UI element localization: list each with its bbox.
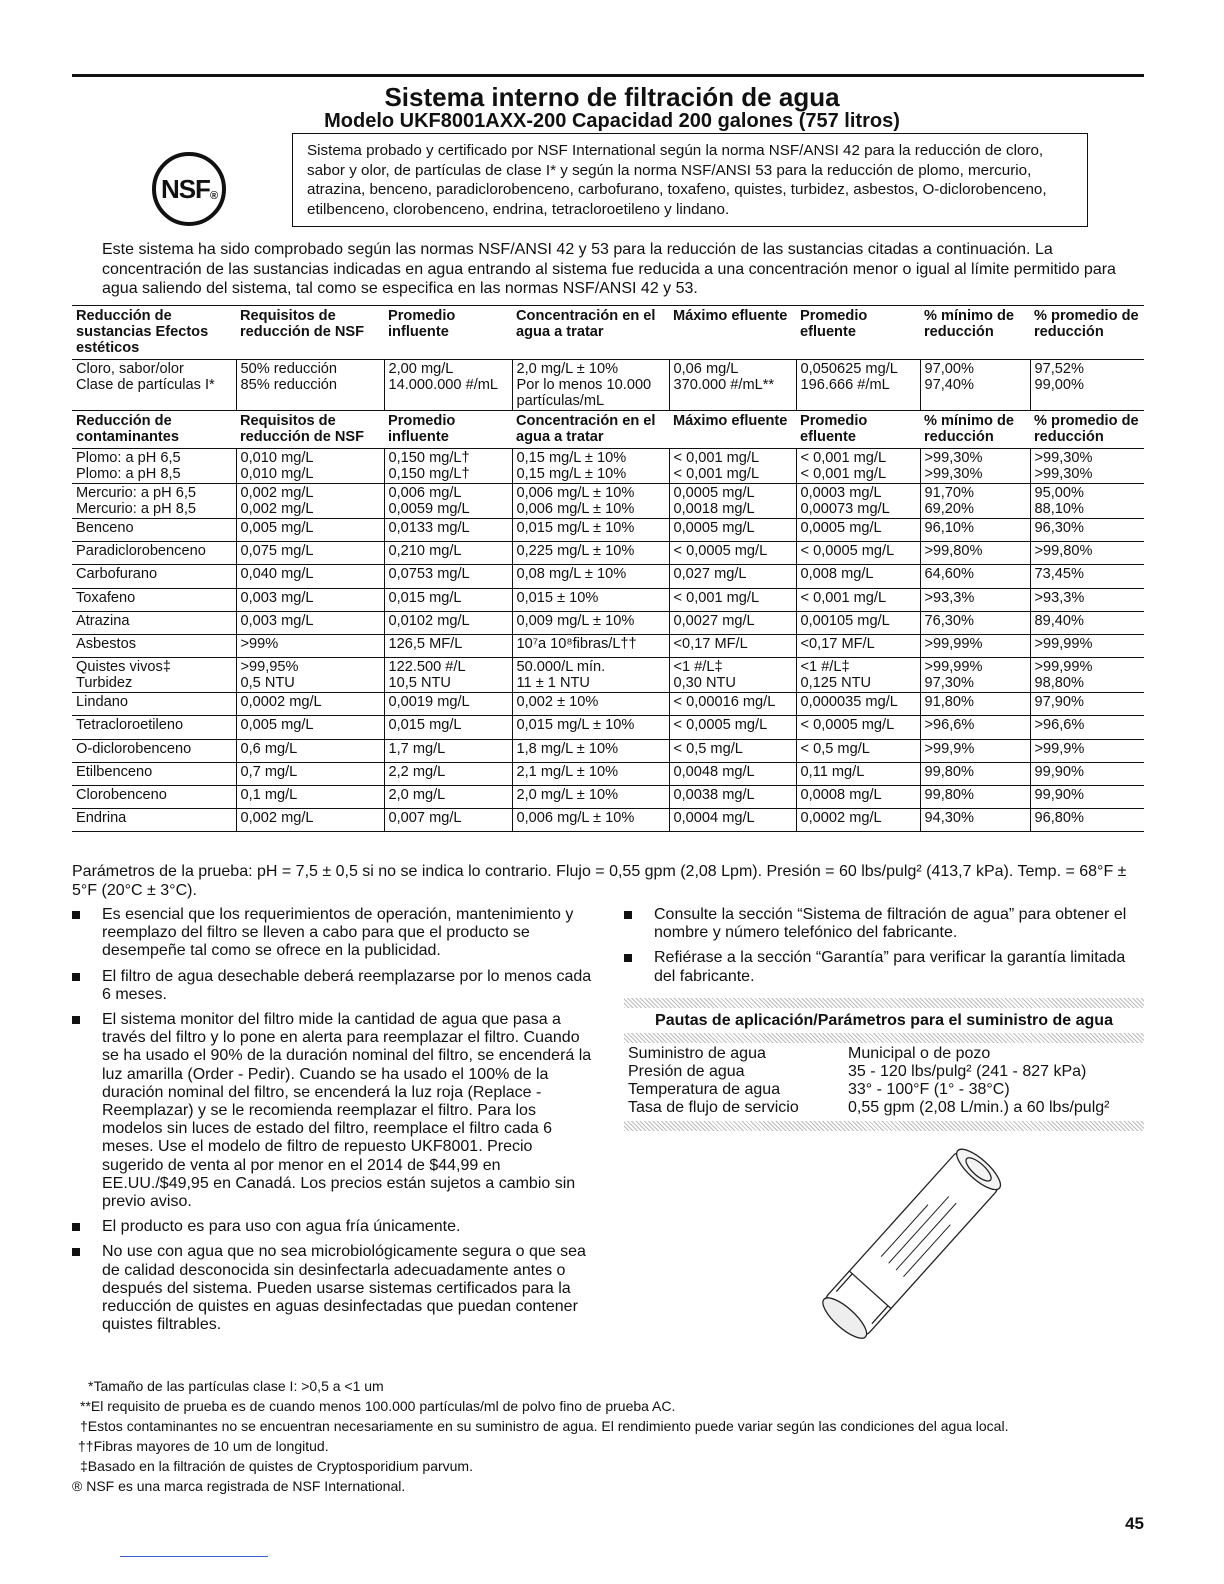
guidelines-box <box>624 998 1144 1131</box>
bullet-text: No use con agua que no sea microbiológicamente segura o que sea de calidad desconocida sin desinfectarla adecuadamente antes o después del sistema. Pueden usarse sistemas certificados para la reducción de quistes en aguas desinfectadas que puedan contener quistes filtrables. <box>102 1243 586 1334</box>
column-header: Concentración en el agua a tratar <box>516 413 656 445</box>
table-cell: >99,99% <box>1030 634 1144 657</box>
table-cell: 2,2 mg/L <box>384 762 512 785</box>
guideline-value: 0,55 gpm (2,08 L/min.) a 60 lbs/pulg² <box>848 1099 1110 1116</box>
table-cell: 0,000035 mg/L <box>796 693 920 716</box>
table-row <box>72 484 1144 519</box>
table-cell: 0,08 mg/L ± 10% <box>512 565 669 588</box>
column-header: Promedio efluente <box>800 308 868 340</box>
guideline-value: Municipal o de pozo <box>848 1045 991 1062</box>
guideline-row <box>624 1063 1144 1081</box>
guideline-value: 33° - 100°F (1° - 38°C) <box>848 1081 1010 1098</box>
table-cell: < 0,0005 mg/L <box>796 542 920 565</box>
column-header: % mínimo de reducción <box>924 308 1015 340</box>
bullet-square-icon <box>72 1223 80 1231</box>
table-cell: Benceno <box>72 519 236 542</box>
footnote: **El requisito de prueba es de cuando menos 100.000 partículas/ml de polvo fino de prueba AC. <box>80 1398 676 1414</box>
table-row <box>72 634 1144 657</box>
table-cell: < 0,001 mg/L <box>669 588 796 611</box>
bullet-text: El filtro de agua desechable deberá reemplazarse por lo menos cada 6 meses. <box>102 967 592 1003</box>
table-cell: 0,7 mg/L <box>236 762 384 785</box>
bullet-square-icon <box>72 973 80 981</box>
table-row <box>72 588 1144 611</box>
table-cell: >99,95% 0,5 NTU <box>236 658 384 693</box>
column-header: Máximo efluente <box>673 413 788 429</box>
table-row <box>72 716 1144 739</box>
guidelines-table <box>624 1045 1144 1117</box>
table-cell: 2,1 mg/L ± 10% <box>512 762 669 785</box>
table-cell: 97,00% 97,40% <box>920 360 1030 411</box>
guideline-label: Suministro de agua <box>628 1045 766 1062</box>
table-cell: 0,0102 mg/L <box>384 611 512 634</box>
table-cell: < 0,0005 mg/L <box>669 716 796 739</box>
table-row <box>72 693 1144 716</box>
table-cell: 0,002 mg/L <box>236 809 384 832</box>
bottom-blue-rule <box>120 1556 268 1557</box>
table-cell: 97,52% 99,00% <box>1030 360 1144 411</box>
table-cell: Atrazina <box>72 611 236 634</box>
table-cell: 76,30% <box>920 611 1030 634</box>
table-cell: 0,210 mg/L <box>384 542 512 565</box>
table-cell: 0,040 mg/L <box>236 565 384 588</box>
performance-table <box>72 305 1144 832</box>
table-row <box>72 565 1144 588</box>
footnote: ® NSF es una marca registrada de NSF International. <box>72 1478 406 1494</box>
footnote: *Tamaño de las partículas clase I: >0,5 a <1 um <box>88 1378 384 1394</box>
column-header: Concentración en el agua a tratar <box>516 308 656 340</box>
table-row <box>72 449 1144 484</box>
column-header: Promedio efluente <box>800 413 868 445</box>
bullet-item <box>72 1011 592 1211</box>
bullet-square-icon <box>72 911 80 919</box>
table-row <box>72 785 1144 808</box>
table-cell: Endrina <box>72 809 236 832</box>
table-cell: Carbofurano <box>72 565 236 588</box>
bullet-square-icon <box>72 1016 80 1024</box>
table-cell: 0,0003 mg/L 0,00073 mg/L <box>796 484 920 519</box>
table-cell: >99,80% <box>1030 542 1144 565</box>
table-cell: Asbestos <box>72 634 236 657</box>
table-cell: <1 #/L‡ 0,30 NTU <box>669 658 796 693</box>
table-cell: >99,9% <box>1030 739 1144 762</box>
table-cell: 122.500 #/L 10,5 NTU <box>384 658 512 693</box>
bullet-text: El producto es para uso con agua fría únicamente. <box>102 1218 461 1236</box>
table-cell: 99,90% <box>1030 762 1144 785</box>
table-cell: 96,10% <box>920 519 1030 542</box>
table-cell: >99% <box>236 634 384 657</box>
table-cell: Tetracloroetileno <box>72 716 236 739</box>
table-cell: Etilbenceno <box>72 762 236 785</box>
bullet-item <box>72 1243 592 1334</box>
table-cell: 0,11 mg/L <box>796 762 920 785</box>
table-cell: >99,9% <box>920 739 1030 762</box>
table-cell: 0,006 mg/L 0,0059 mg/L <box>384 484 512 519</box>
table-cell: < 0,5 mg/L <box>796 739 920 762</box>
guideline-row <box>624 1045 1144 1063</box>
table-cell: 0,027 mg/L <box>669 565 796 588</box>
column-header: Reducción de contaminantes <box>76 413 179 445</box>
bullet-item <box>72 968 592 1004</box>
column-header: Requisitos de reducción de NSF <box>240 308 365 340</box>
table-cell: 0,0027 mg/L <box>669 611 796 634</box>
table-row <box>72 360 1144 411</box>
table-cell: <0,17 MF/L <box>669 634 796 657</box>
bullet-text: Refiérase a la sección “Garantía” para verificar la garantía limitada del fabricante. <box>654 949 1126 985</box>
table-cell: 0,150 mg/L† 0,150 mg/L† <box>384 449 512 484</box>
table-cell: >96,6% <box>920 716 1030 739</box>
table-cell: 0,0019 mg/L <box>384 693 512 716</box>
table-row <box>72 658 1144 693</box>
table-cell: 10⁷a 10⁸fibras/L†† <box>512 634 669 657</box>
table-cell: < 0,001 mg/L < 0,001 mg/L <box>669 449 796 484</box>
table-cell: 0,225 mg/L ± 10% <box>512 542 669 565</box>
table-cell: 0,0004 mg/L <box>669 809 796 832</box>
table-cell: 99,80% <box>920 762 1030 785</box>
table-cell: O-diclorobenceno <box>72 739 236 762</box>
table-cell: 0,007 mg/L <box>384 809 512 832</box>
hatch-divider <box>624 1121 1144 1131</box>
hatch-divider <box>624 998 1144 1008</box>
table-cell: 94,30% <box>920 809 1030 832</box>
table-cell: < 0,00016 mg/L <box>669 693 796 716</box>
table-cell: 73,45% <box>1030 565 1144 588</box>
table-row <box>72 519 1144 542</box>
registered-mark: ® <box>209 190 218 202</box>
table-cell: 0,0005 mg/L <box>669 519 796 542</box>
table-cell: 2,0 mg/L ± 10% Por lo menos 10.000 partículas/mL <box>512 360 669 411</box>
table-cell: < 0,5 mg/L <box>669 739 796 762</box>
table-cell: Paradiclorobenceno <box>72 542 236 565</box>
table-cell: < 0,001 mg/L <box>796 588 920 611</box>
table-cell: >99,80% <box>920 542 1030 565</box>
table-cell: 50.000/L mín. 11 ± 1 NTU <box>512 658 669 693</box>
guideline-row <box>624 1099 1144 1117</box>
table-cell: Cloro, sabor/olor Clase de partículas I* <box>72 360 236 411</box>
table-cell: <0,17 MF/L <box>796 634 920 657</box>
table-cell: 0,009 mg/L ± 10% <box>512 611 669 634</box>
table-cell: 89,40% <box>1030 611 1144 634</box>
table-cell: >99,30% >99,30% <box>1030 449 1144 484</box>
table-cell: < 0,0005 mg/L <box>796 716 920 739</box>
table-cell: <1 #/L‡ 0,125 NTU <box>796 658 920 693</box>
table-cell: 2,00 mg/L 14.000.000 #/mL <box>384 360 512 411</box>
table-cell: 0,005 mg/L <box>236 716 384 739</box>
table-cell: 0,0008 mg/L <box>796 785 920 808</box>
bullet-text: Es esencial que los requerimientos de operación, mantenimiento y reemplazo del filtro se lleven a cabo para que el producto se desempeñe tal como se ofrece en la publicidad. <box>102 906 574 960</box>
nsf-logo-text: NSF <box>160 173 210 204</box>
table-cell: 0,0005 mg/L 0,0018 mg/L <box>669 484 796 519</box>
table-cell: 91,80% <box>920 693 1030 716</box>
table-cell: Lindano <box>72 693 236 716</box>
nsf-logo <box>152 152 226 226</box>
bullet-item <box>624 906 1144 942</box>
table-cell: 0,0002 mg/L <box>236 693 384 716</box>
table-cell: 0,015 mg/L ± 10% <box>512 519 669 542</box>
hatch-divider <box>624 1033 1144 1043</box>
table-row <box>72 762 1144 785</box>
column-header: % promedio de reducción <box>1034 413 1139 445</box>
bullet-text: El sistema monitor del filtro mide la cantidad de agua que pasa a través del filtro y lo pone en alerta para reemplazar el filtro. Cuando se ha usado el 90% de la duración nominal del filtro, se encenderá la luz amarilla (Order - Pedir). Cuando se ha usado el 100% de la duración nominal del filtro, se encenderá la luz roja (Replace - Reemplazar) y se le recomienda reemplazar el filtro. Para los modelos sin luces de estado del filtro, reemplace el filtro cada 6 meses. Use el modelo de filtro de repuesto UKF8001. Precio sugerido de venta al por menor en el 2014 de $44,99 en EE.UU./$49,95 en Canadá. Los precios están sujetos a cambio sin previo aviso. <box>102 1011 592 1211</box>
table-cell: 0,6 mg/L <box>236 739 384 762</box>
table-cell: 99,80% <box>920 785 1030 808</box>
table-cell: 97,90% <box>1030 693 1144 716</box>
column-header: % mínimo de reducción <box>924 413 1015 445</box>
table-cell: 0,015 mg/L <box>384 588 512 611</box>
table-cell: 0,0048 mg/L <box>669 762 796 785</box>
table-cell: 91,70% 69,20% <box>920 484 1030 519</box>
table-cell: >99,99% 97,30% <box>920 658 1030 693</box>
bullet-item <box>72 906 592 961</box>
guidelines-title: Pautas de aplicación/Parámetros para el suministro de agua <box>655 1012 1113 1029</box>
table-cell: Clorobenceno <box>72 785 236 808</box>
table-cell: 0,015 mg/L ± 10% <box>512 716 669 739</box>
table-cell: 0,002 mg/L 0,002 mg/L <box>236 484 384 519</box>
guideline-row <box>624 1081 1144 1099</box>
table-cell: 0,008 mg/L <box>796 565 920 588</box>
table-cell: 2,0 mg/L ± 10% <box>512 785 669 808</box>
table-cell: 0,050625 mg/L 196.666 #/mL <box>796 360 920 411</box>
table-cell: >99,99% 98,80% <box>1030 658 1144 693</box>
bullet-square-icon <box>624 954 632 962</box>
table-cell: 1,8 mg/L ± 10% <box>512 739 669 762</box>
table-row <box>72 739 1144 762</box>
table-cell: 0,06 mg/L 370.000 #/mL** <box>669 360 796 411</box>
table-cell: 0,0002 mg/L <box>796 809 920 832</box>
table-cell: < 0,0005 mg/L <box>669 542 796 565</box>
guideline-value: 35 - 120 lbs/pulg² (241 - 827 kPa) <box>848 1063 1087 1080</box>
page-subtitle: Modelo UKF8001AXX-200 Capacidad 200 galones (757 litros) <box>324 110 900 132</box>
bullet-text: Consulte la sección “Sistema de filtración de agua” para obtener el nombre y número telefónico del fabricante. <box>654 906 1127 942</box>
bullet-item <box>624 949 1144 985</box>
column-header: Máximo efluente <box>673 308 788 324</box>
table-cell: 0,0038 mg/L <box>669 785 796 808</box>
table-cell: 96,30% <box>1030 519 1144 542</box>
table-cell: Plomo: a pH 6,5 Plomo: a pH 8,5 <box>72 449 236 484</box>
column-header: Promedio influente <box>388 308 456 340</box>
certification-box: Sistema probado y certificado por NSF International según la norma NSF/ANSI 42 para la reducción de cloro, sabor y olor, de partículas de clase I* y según la norma NSF/ANSI 53 para la reducción de plomo, mercurio, atrazina, benceno, paradiclorobenceno, carbofurano, toxafeno, quistes, turbidez, asbestos, O-diclorobenceno, etilbenceno, clorobenceno, endrina, tetracloroetileno y lindano. <box>292 133 1088 227</box>
footnote: ‡Basado en la filtración de quistes de Cryptosporidium parvum. <box>80 1458 473 1474</box>
intro-paragraph: Este sistema ha sido comprobado según las normas NSF/ANSI 42 y 53 para la reducción de las sustancias citadas a continuación. La concentración de las sustancias indicadas en agua entrando al sistema fue reducida a una concentración menor o igual al límite permitido para agua saliendo del sistema, tal como se especifica en las normas NSF/ANSI 42 y 53. <box>102 241 1116 297</box>
column-header: % promedio de reducción <box>1034 308 1139 340</box>
footnotes <box>72 1376 1152 1496</box>
table-cell: 1,7 mg/L <box>384 739 512 762</box>
table-row <box>72 809 1144 832</box>
footnote: ††Fibras mayores de 10 um de longitud. <box>78 1438 329 1454</box>
table-cell: >99,30% >99,30% <box>920 449 1030 484</box>
table-cell: 99,90% <box>1030 785 1144 808</box>
table-cell: 95,00% 88,10% <box>1030 484 1144 519</box>
table-cell: < 0,001 mg/L < 0,001 mg/L <box>796 449 920 484</box>
table-row <box>72 542 1144 565</box>
right-bullet-list <box>624 906 1144 993</box>
table-cell: 2,0 mg/L <box>384 785 512 808</box>
test-parameters: Parámetros de la prueba: pH = 7,5 ± 0,5 si no se indica lo contrario. Flujo = 0,55 gpm (2,08 Lpm). Presión = 60 lbs/pulg² (413,7 kPa). Temp. = 68°F ± 5°F (20°C ± 3°C). <box>72 863 1127 899</box>
table-cell: 0,1 mg/L <box>236 785 384 808</box>
guideline-label: Temperatura de agua <box>628 1081 781 1098</box>
guideline-label: Tasa de flujo de servicio <box>628 1099 799 1116</box>
guideline-label: Presión de agua <box>628 1063 745 1080</box>
table-cell: >99,99% <box>920 634 1030 657</box>
table-cell: 0,006 mg/L ± 10% 0,006 mg/L ± 10% <box>512 484 669 519</box>
table-cell: 64,60% <box>920 565 1030 588</box>
table-cell: 50% reducción 85% reducción <box>236 360 384 411</box>
table-cell: 0,015 ± 10% <box>512 588 669 611</box>
table-cell: 0,00105 mg/L <box>796 611 920 634</box>
page-number: 45 <box>1125 1514 1144 1533</box>
table-cell: Toxafeno <box>72 588 236 611</box>
table-cell: 0,0005 mg/L <box>796 519 920 542</box>
table-cell: 0,003 mg/L <box>236 588 384 611</box>
table-cell: 0,0133 mg/L <box>384 519 512 542</box>
column-header: Promedio influente <box>388 413 456 445</box>
table-cell: >96,6% <box>1030 716 1144 739</box>
table-cell: Quistes vivos‡ Turbidez <box>72 658 236 693</box>
bullet-item <box>72 1218 592 1236</box>
table-cell: 0,015 mg/L <box>384 716 512 739</box>
table-cell: 0,006 mg/L ± 10% <box>512 809 669 832</box>
page-title: Sistema interno de filtración de agua <box>384 82 840 112</box>
footnote: †Estos contaminantes no se encuentran necesariamente en su suministro de agua. El rendimiento puede variar según las condiciones del agua local. <box>80 1418 1009 1434</box>
left-bullet-list <box>72 906 592 1341</box>
table-cell: >93,3% <box>920 588 1030 611</box>
column-header: Reducción de sustancias Efectos estéticos <box>76 308 209 356</box>
table-cell: 96,80% <box>1030 809 1144 832</box>
table-cell: 0,15 mg/L ± 10% 0,15 mg/L ± 10% <box>512 449 669 484</box>
column-header: Requisitos de reducción de NSF <box>240 413 365 445</box>
table-row <box>72 611 1144 634</box>
table-cell: 0,010 mg/L 0,010 mg/L <box>236 449 384 484</box>
bullet-square-icon <box>624 911 632 919</box>
table-cell: 0,075 mg/L <box>236 542 384 565</box>
table-header-row <box>72 411 1144 449</box>
table-cell: 0,005 mg/L <box>236 519 384 542</box>
table-cell: 126,5 MF/L <box>384 634 512 657</box>
table-cell: Mercurio: a pH 6,5 Mercurio: a pH 8,5 <box>72 484 236 519</box>
table-cell: >93,3% <box>1030 588 1144 611</box>
bullet-square-icon <box>72 1248 80 1256</box>
table-cell: 0,0753 mg/L <box>384 565 512 588</box>
top-rule <box>72 74 1144 77</box>
table-cell: 0,002 ± 10% <box>512 693 669 716</box>
table-cell: 0,003 mg/L <box>236 611 384 634</box>
table-header-row <box>72 306 1144 360</box>
water-filter-illustration <box>820 1140 1010 1340</box>
